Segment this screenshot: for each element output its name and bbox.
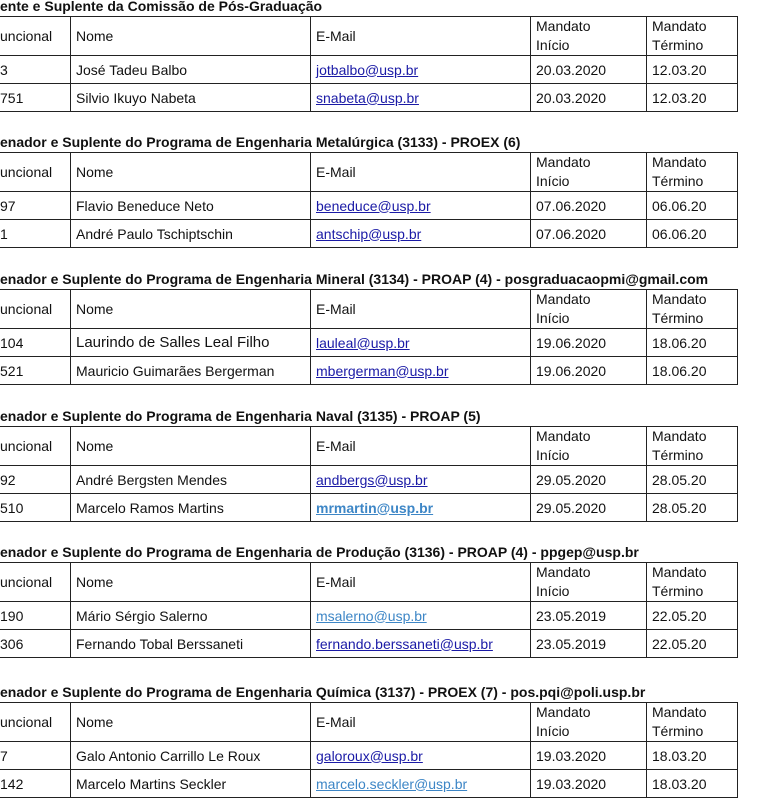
- cell-nome: Marcelo Ramos Martins: [71, 494, 311, 522]
- header-nome: Nome: [71, 427, 311, 466]
- cell-termino: 06.06.20: [647, 220, 738, 248]
- cell-inicio: 29.05.2020: [531, 466, 647, 494]
- email-link[interactable]: fernando.berssaneti@usp.br: [316, 635, 493, 652]
- cell-email: [311, 630, 531, 658]
- cell-termino: 18.03.20: [647, 742, 738, 770]
- header-mandato-label: Mandato: [536, 18, 591, 34]
- cell-termino: 22.05.20: [647, 630, 738, 658]
- header-mandato-label: Mandato: [652, 564, 707, 580]
- header-funcional: uncional: [0, 290, 71, 329]
- cell-inicio: 19.06.2020: [531, 357, 647, 385]
- header-email: E-Mail: [311, 17, 531, 56]
- header-mandato-termino: [647, 153, 738, 192]
- cell-email: [311, 56, 531, 84]
- section-title: enador e Suplente do Programa de Engenharia Naval (3135) - PROAP (5): [0, 408, 481, 424]
- table-row: [0, 357, 738, 385]
- cell-inicio: 20.03.2020: [531, 56, 647, 84]
- email-link[interactable]: mbergerman@usp.br: [316, 362, 449, 379]
- cell-funcional: 3: [0, 56, 71, 84]
- section-title: enador e Suplente do Programa de Engenharia Química (3137) - PROEX (7) - pos.pqi@poli.usp.br: [0, 684, 646, 700]
- section-title: enador e Suplente do Programa de Engenharia Metalúrgica (3133) - PROEX (6): [0, 134, 521, 150]
- table-header-row: [0, 290, 738, 329]
- cell-termino: 28.05.20: [647, 466, 738, 494]
- header-nome: Nome: [71, 703, 311, 742]
- cell-termino: 18.06.20: [647, 357, 738, 385]
- cell-funcional: 104: [0, 329, 71, 357]
- email-link[interactable]: galoroux@usp.br: [316, 747, 423, 764]
- cell-funcional: 751: [0, 84, 71, 112]
- cell-inicio: 19.03.2020: [531, 742, 647, 770]
- header-nome: Nome: [71, 290, 311, 329]
- header-nome: Nome: [71, 17, 311, 56]
- cell-email: [311, 329, 531, 357]
- table-row: [0, 742, 738, 770]
- cell-funcional: 7: [0, 742, 71, 770]
- email-link[interactable]: antschip@usp.br: [316, 225, 422, 242]
- cell-inicio: 19.06.2020: [531, 329, 647, 357]
- header-mandato-label: Mandato: [536, 291, 591, 307]
- header-mandato-termino: [647, 290, 738, 329]
- cell-termino: 28.05.20: [647, 494, 738, 522]
- email-link[interactable]: mrmartin@usp.br: [316, 499, 434, 516]
- header-email: E-Mail: [311, 703, 531, 742]
- header-mandato-label: Mandato: [536, 704, 591, 720]
- table-header-row: [0, 427, 738, 466]
- table-row: [0, 494, 738, 522]
- cell-termino: 18.06.20: [647, 329, 738, 357]
- cell-termino: 12.03.20: [647, 56, 738, 84]
- cell-inicio: 19.03.2020: [531, 770, 647, 798]
- cell-email: [311, 357, 531, 385]
- cell-nome: Mário Sérgio Salerno: [71, 602, 311, 630]
- header-funcional: uncional: [0, 703, 71, 742]
- table-row: [0, 770, 738, 798]
- email-link[interactable]: msalerno@usp.br: [316, 607, 427, 624]
- header-mandato-label: Mandato: [536, 154, 591, 170]
- cell-email: [311, 220, 531, 248]
- members-table: [0, 289, 738, 385]
- header-mandato-inicio: [531, 427, 647, 466]
- section-title: enador e Suplente do Programa de Engenharia de Produção (3136) - PROAP (4) - ppgep@usp.br: [0, 544, 639, 560]
- members-table: [0, 152, 738, 248]
- header-mandato-termino: [647, 427, 738, 466]
- cell-nome: André Paulo Tschiptschin: [71, 220, 311, 248]
- header-mandato-inicio: [531, 290, 647, 329]
- cell-termino: 12.03.20: [647, 84, 738, 112]
- cell-inicio: 07.06.2020: [531, 192, 647, 220]
- members-table: [0, 16, 738, 112]
- table-header-row: [0, 563, 738, 602]
- header-email: E-Mail: [311, 563, 531, 602]
- cell-nome: Fernando Tobal Berssaneti: [71, 630, 311, 658]
- cell-nome: Silvio Ikuyo Nabeta: [71, 84, 311, 112]
- header-mandato-termino: [647, 703, 738, 742]
- header-email: E-Mail: [311, 290, 531, 329]
- cell-inicio: 23.05.2019: [531, 630, 647, 658]
- header-inicio-label: Início: [536, 583, 570, 599]
- header-termino-label: Término: [652, 447, 704, 463]
- email-link[interactable]: lauleal@usp.br: [316, 334, 410, 351]
- cell-funcional: 92: [0, 466, 71, 494]
- header-inicio-label: Início: [536, 447, 570, 463]
- email-link[interactable]: marcelo.seckler@usp.br: [316, 775, 468, 792]
- header-mandato-label: Mandato: [652, 18, 707, 34]
- header-mandato-termino: [647, 17, 738, 56]
- header-mandato-inicio: [531, 17, 647, 56]
- email-link[interactable]: beneduce@usp.br: [316, 197, 431, 214]
- header-nome: Nome: [71, 153, 311, 192]
- header-mandato-label: Mandato: [652, 428, 707, 444]
- cell-termino: 06.06.20: [647, 192, 738, 220]
- cell-funcional: 1: [0, 220, 71, 248]
- header-termino-label: Término: [652, 583, 704, 599]
- cell-email: [311, 494, 531, 522]
- table-header-row: [0, 703, 738, 742]
- header-nome: Nome: [71, 563, 311, 602]
- table-row: [0, 192, 738, 220]
- header-termino-label: Término: [652, 173, 704, 189]
- members-table: [0, 702, 738, 798]
- cell-nome: Flavio Beneduce Neto: [71, 192, 311, 220]
- header-mandato-label: Mandato: [536, 564, 591, 580]
- cell-email: [311, 84, 531, 112]
- cell-inicio: 20.03.2020: [531, 84, 647, 112]
- cell-funcional: 306: [0, 630, 71, 658]
- table-header-row: [0, 17, 738, 56]
- header-funcional: uncional: [0, 563, 71, 602]
- section-title: ente e Suplente da Comissão de Pós-Graduação: [0, 0, 323, 14]
- header-funcional: uncional: [0, 17, 71, 56]
- header-inicio-label: Início: [536, 173, 570, 189]
- table-header-row: [0, 153, 738, 192]
- cell-nome: Mauricio Guimarães Bergerman: [71, 357, 311, 385]
- table-row: [0, 466, 738, 494]
- members-table: [0, 426, 738, 522]
- table-row: [0, 602, 738, 630]
- cell-email: [311, 742, 531, 770]
- table-row: [0, 84, 738, 112]
- cell-email: [311, 192, 531, 220]
- cell-inicio: 29.05.2020: [531, 494, 647, 522]
- cell-email: [311, 770, 531, 798]
- header-termino-label: Término: [652, 310, 704, 326]
- email-link[interactable]: jotbalbo@usp.br: [316, 61, 419, 78]
- header-termino-label: Término: [652, 723, 704, 739]
- cell-inicio: 07.06.2020: [531, 220, 647, 248]
- cell-funcional: 190: [0, 602, 71, 630]
- cell-nome: Galo Antonio Carrillo Le Roux: [71, 742, 311, 770]
- cell-nome: André Bergsten Mendes: [71, 466, 311, 494]
- header-mandato-label: Mandato: [652, 291, 707, 307]
- header-mandato-inicio: [531, 703, 647, 742]
- cell-inicio: 23.05.2019: [531, 602, 647, 630]
- cell-nome: José Tadeu Balbo: [71, 56, 311, 84]
- header-funcional: uncional: [0, 427, 71, 466]
- cell-funcional: 97: [0, 192, 71, 220]
- table-row: [0, 56, 738, 84]
- header-termino-label: Término: [652, 37, 704, 53]
- cell-nome: Laurindo de Salles Leal Filho: [71, 329, 311, 357]
- cell-email: [311, 466, 531, 494]
- header-inicio-label: Início: [536, 723, 570, 739]
- cell-nome: Marcelo Martins Seckler: [71, 770, 311, 798]
- email-link[interactable]: snabeta@usp.br: [316, 89, 419, 106]
- table-row: [0, 630, 738, 658]
- header-email: E-Mail: [311, 153, 531, 192]
- cell-termino: 22.05.20: [647, 602, 738, 630]
- header-mandato-inicio: [531, 153, 647, 192]
- header-mandato-label: Mandato: [536, 428, 591, 444]
- table-row: [0, 329, 738, 357]
- header-mandato-termino: [647, 563, 738, 602]
- cell-termino: 18.03.20: [647, 770, 738, 798]
- header-mandato-label: Mandato: [652, 154, 707, 170]
- cell-email: [311, 602, 531, 630]
- cell-funcional: 521: [0, 357, 71, 385]
- cell-funcional: 142: [0, 770, 71, 798]
- header-inicio-label: Início: [536, 37, 570, 53]
- section-title: enador e Suplente do Programa de Engenharia Mineral (3134) - PROAP (4) - posgraduacaopmi@gmail.com: [0, 271, 709, 287]
- header-email: E-Mail: [311, 427, 531, 466]
- table-row: [0, 220, 738, 248]
- email-link[interactable]: andbergs@usp.br: [316, 471, 428, 488]
- cell-funcional: 510: [0, 494, 71, 522]
- header-inicio-label: Início: [536, 310, 570, 326]
- header-funcional: uncional: [0, 153, 71, 192]
- header-mandato-label: Mandato: [652, 704, 707, 720]
- header-mandato-inicio: [531, 563, 647, 602]
- members-table: [0, 562, 738, 658]
